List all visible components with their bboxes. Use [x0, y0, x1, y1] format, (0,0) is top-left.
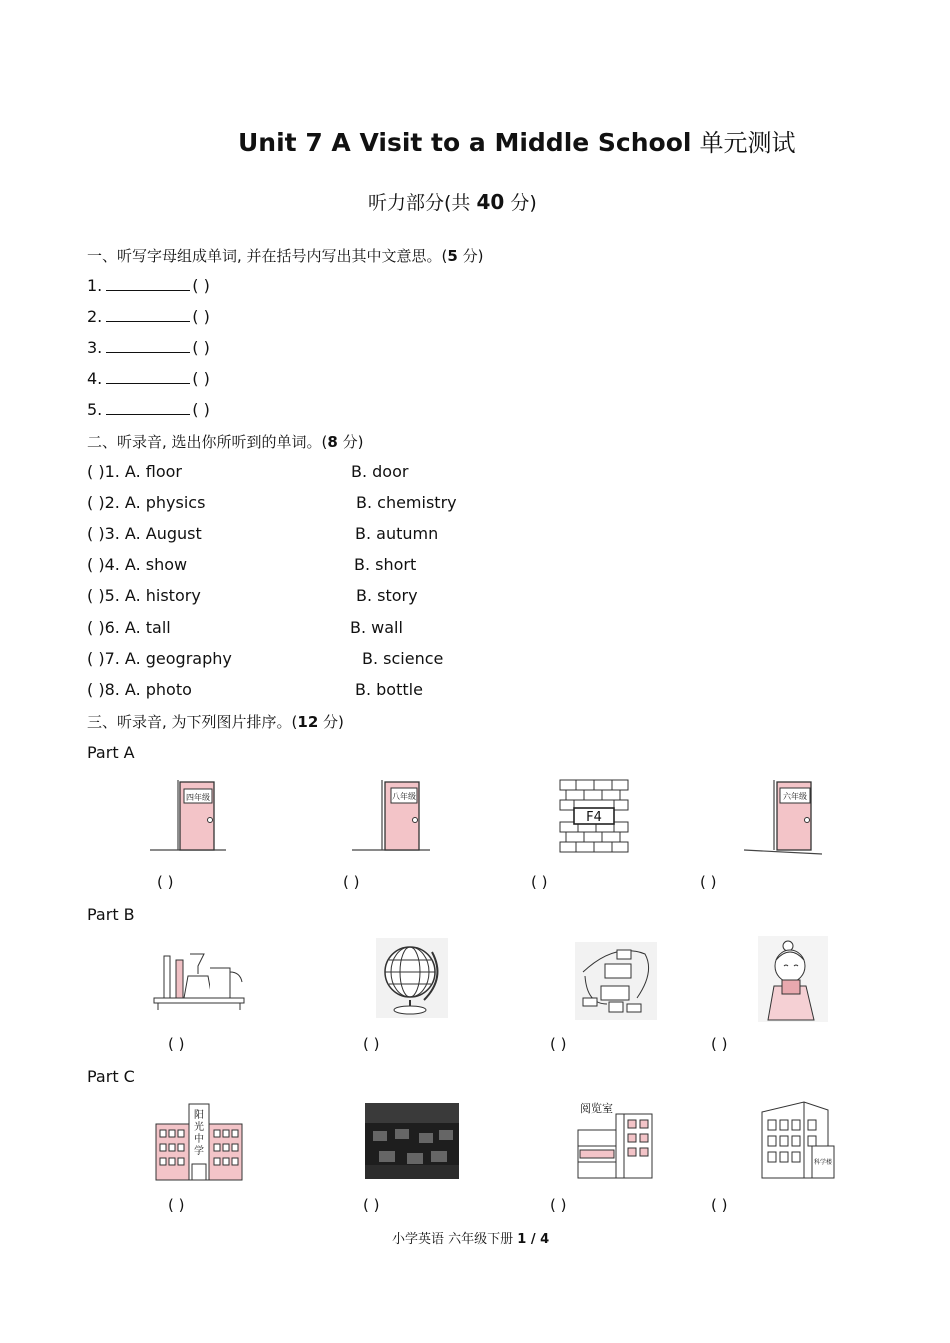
section2-heading-text: 二、听录音, 选出你所听到的单词。(: [87, 433, 328, 451]
part-a-label: Part A: [87, 743, 135, 762]
order-answer-blank[interactable]: ( ): [157, 873, 174, 891]
circuit-picture: [575, 942, 657, 1020]
section3-heading-text: 三、听录音, 为下列图片排序。(: [87, 713, 298, 731]
meaning-paren[interactable]: ( ): [192, 338, 210, 357]
choice-option-b[interactable]: B. short: [354, 555, 417, 574]
choice-question[interactable]: ( )4. A. show: [87, 555, 188, 574]
door-sign-class4: 四年级: [186, 793, 210, 802]
section2-heading-tail: 分): [337, 433, 364, 451]
dictation-item: [87, 307, 210, 326]
section1-heading-tail: 分): [457, 247, 484, 265]
school-sign-char: 阳: [194, 1110, 204, 1121]
section3-score: 12: [297, 713, 319, 731]
choice-option-b[interactable]: B. wall: [350, 618, 403, 637]
dictation-item: [87, 338, 210, 357]
dictation-blank[interactable]: [106, 278, 190, 291]
page-footer: [392, 1228, 549, 1247]
page-number: 1 / 4: [517, 1232, 550, 1247]
dictation-item-number: 1.: [87, 276, 103, 295]
meaning-paren[interactable]: ( ): [192, 307, 210, 326]
computer-room-picture: [365, 1103, 459, 1179]
order-answer-blank[interactable]: ( ): [343, 873, 360, 891]
door-grade-8-picture: [352, 778, 430, 856]
subtitle-pre: 听力部分(共: [368, 192, 477, 214]
choice-option-b[interactable]: B. door: [351, 462, 409, 481]
order-answer-blank[interactable]: ( ): [168, 1035, 185, 1053]
door-sign-grade8: 八年级: [392, 792, 416, 801]
dictation-item: [87, 276, 210, 295]
choice-option-b[interactable]: B. story: [356, 586, 418, 605]
door-sign-grade6: 六年级: [783, 792, 807, 801]
wall-f4-picture: [558, 778, 632, 854]
wall-sign-f4: F4: [586, 810, 602, 825]
choice-question[interactable]: ( )8. A. photo: [87, 680, 192, 699]
dictation-item: [87, 400, 210, 419]
school-building-picture: [154, 1102, 244, 1182]
meaning-paren[interactable]: ( ): [192, 400, 210, 419]
order-answer-blank[interactable]: ( ): [363, 1035, 380, 1053]
choice-question[interactable]: ( )3. A. August: [87, 524, 202, 543]
title-cn: 单元测试: [699, 129, 796, 157]
order-answer-blank[interactable]: ( ): [700, 873, 717, 891]
choice-option-b[interactable]: B. autumn: [355, 524, 439, 543]
choice-option-b[interactable]: B. chemistry: [356, 493, 457, 512]
footer-text: 小学英语 六年级下册: [392, 1232, 518, 1247]
building-sign: 科学楼: [813, 1159, 833, 1166]
meaning-paren[interactable]: ( ): [192, 276, 210, 295]
choice-question[interactable]: ( )1. A. floor: [87, 462, 182, 481]
section2-score: 8: [327, 433, 338, 451]
reading-room-picture: [576, 1100, 656, 1182]
reading-room-sign: 阅览室: [580, 1102, 613, 1115]
dictation-item: [87, 369, 210, 388]
girl-reading-picture: [758, 936, 828, 1022]
dictation-item-number: 2.: [87, 307, 103, 326]
choice-option-b[interactable]: B. science: [362, 649, 444, 668]
dictation-item-number: 4.: [87, 369, 103, 388]
school-sign-char: 中: [194, 1134, 204, 1145]
door-grade-6-picture: [744, 778, 822, 858]
order-answer-blank[interactable]: ( ): [550, 1035, 567, 1053]
section2-heading: [87, 431, 363, 452]
order-answer-blank[interactable]: ( ): [711, 1196, 728, 1214]
choice-question[interactable]: ( )6. A. tall: [87, 618, 171, 637]
choice-question[interactable]: ( )2. A. physics: [87, 493, 206, 512]
dictation-blank[interactable]: [106, 309, 190, 322]
title-en: Unit 7 A Visit to a Middle School: [238, 128, 692, 157]
page-title: [238, 123, 795, 158]
choice-question[interactable]: ( )5. A. history: [87, 586, 201, 605]
choice-option-b[interactable]: B. bottle: [355, 680, 423, 699]
subtitle-score: 40: [476, 190, 505, 214]
school-sign-char: 学: [194, 1146, 204, 1157]
school-sign-char: 光: [194, 1122, 204, 1133]
part-c-label: Part C: [87, 1067, 135, 1086]
choice-question[interactable]: ( )7. A. geography: [87, 649, 232, 668]
meaning-paren[interactable]: ( ): [192, 369, 210, 388]
lab-equipment-picture: [152, 948, 246, 1012]
dictation-item-number: 3.: [87, 338, 103, 357]
part-b-label: Part B: [87, 905, 135, 924]
dictation-blank[interactable]: [106, 371, 190, 384]
door-class-4-picture: [150, 778, 226, 856]
order-answer-blank[interactable]: ( ): [531, 873, 548, 891]
order-answer-blank[interactable]: ( ): [550, 1196, 567, 1214]
globe-picture: [376, 938, 448, 1018]
tall-building-picture: [750, 1100, 836, 1182]
section1-score: 5: [447, 247, 458, 265]
section1-heading-text: 一、听写字母组成单词, 并在括号内写出其中文意思。(: [87, 247, 448, 265]
section3-heading: [87, 711, 344, 732]
dictation-blank[interactable]: [106, 340, 190, 353]
order-answer-blank[interactable]: ( ): [363, 1196, 380, 1214]
section3-heading-tail: 分): [318, 713, 344, 731]
section-subtitle: [368, 188, 537, 215]
order-answer-blank[interactable]: ( ): [711, 1035, 728, 1053]
dictation-item-number: 5.: [87, 400, 103, 419]
dictation-blank[interactable]: [106, 402, 190, 415]
order-answer-blank[interactable]: ( ): [168, 1196, 185, 1214]
subtitle-post: 分): [504, 192, 537, 214]
section1-heading: [87, 245, 483, 266]
